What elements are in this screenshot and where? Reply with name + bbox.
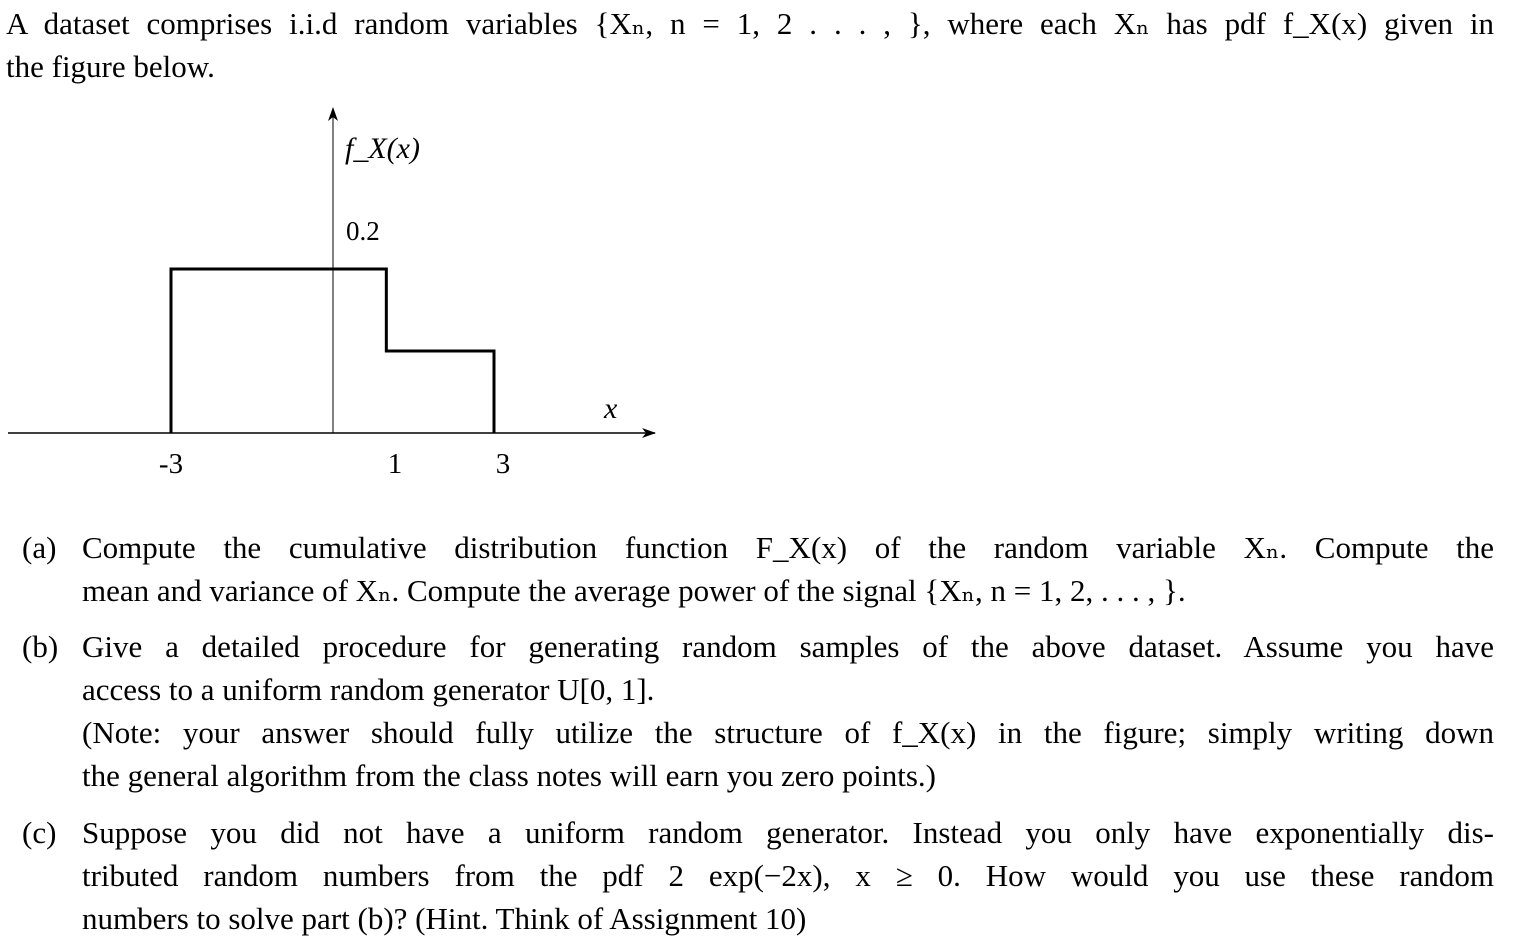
question-b-line-1: Give a detailed procedure for generating random samples of the above dataset. Assume you have xyxy=(82,629,1494,664)
pdf-plot xyxy=(0,96,680,496)
y-axis-label: f_X(x) xyxy=(345,132,420,165)
question-c-label: (c) xyxy=(22,815,57,850)
pdf-figure xyxy=(0,96,680,496)
question-a-line-2: mean and variance of Xₙ. Compute the average power of the signal {Xₙ, n = 1, 2, . . . , }. xyxy=(82,573,1186,608)
question-a-line-1: Compute the cumulative distribution function F_X(x) of the random variable Xₙ. Compute the xyxy=(82,530,1494,565)
x-tick-label-1: 1 xyxy=(387,448,403,480)
question-c-line-1: Suppose you did not have a uniform random generator. Instead you only have exponentially dis- xyxy=(82,815,1494,850)
x-tick-label-neg3: -3 xyxy=(158,448,184,480)
y-tick-label: 0.2 xyxy=(346,216,380,246)
question-a-label: (a) xyxy=(22,530,57,565)
question-c-line-2: tributed random numbers from the pdf 2 exp(−2x), x ≥ 0. How would you use these random xyxy=(82,858,1494,893)
intro-line-1: A dataset comprises i.i.d random variables {Xₙ, n = 1, 2 . . . , }, where each Xₙ has pdf f_X(x) given in xyxy=(6,6,1494,41)
question-c-line-3: numbers to solve part (b)? (Hint. Think of Assignment 10) xyxy=(82,901,807,936)
question-b-line-3: (Note: your answer should fully utilize the structure of f_X(x) in the figure; simply writing down xyxy=(82,715,1494,750)
x-axis-label: x xyxy=(604,392,618,425)
x-tick-label-3: 3 xyxy=(495,448,511,480)
question-b-line-4: the general algorithm from the class notes will earn you zero points.) xyxy=(82,758,936,793)
problem-intro xyxy=(6,2,1494,88)
question-b-label: (b) xyxy=(22,629,59,664)
question-b-line-2: access to a uniform random generator U[0, 1]. xyxy=(82,672,655,707)
intro-line-2: the figure below. xyxy=(6,49,215,84)
